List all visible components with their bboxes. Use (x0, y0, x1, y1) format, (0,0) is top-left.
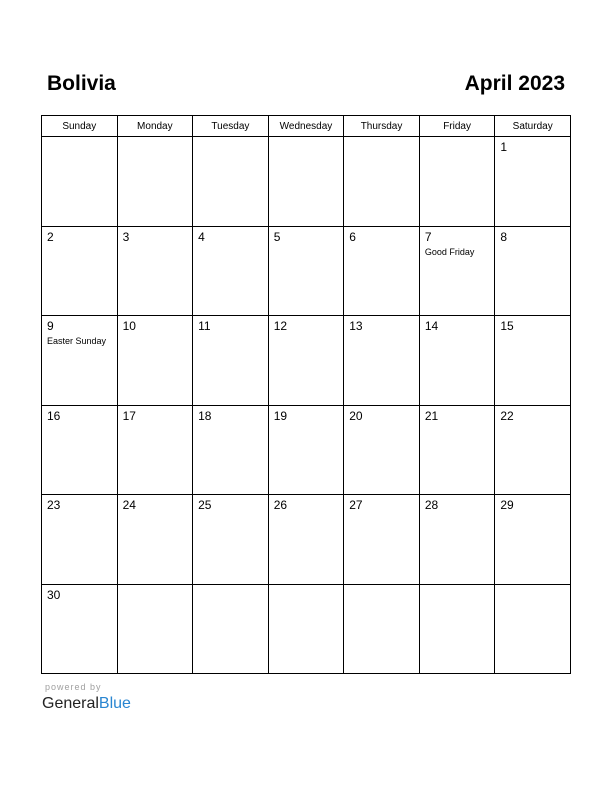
day-number: 18 (198, 408, 212, 423)
day-number: 1 (500, 140, 508, 154)
day-cell (344, 584, 420, 674)
day-cell (42, 137, 118, 227)
weekday-tuesday: Tuesday (193, 116, 269, 137)
day-number: 7 (424, 229, 432, 244)
day-cell (344, 316, 420, 406)
day-cell (193, 495, 269, 585)
day-cell (344, 495, 420, 585)
day-cell (193, 137, 269, 227)
week-row (42, 226, 571, 316)
day-cell (419, 584, 495, 674)
country-title: Bolivia (47, 72, 116, 95)
weekday-monday: Monday (117, 116, 193, 137)
day-number: 11 (198, 319, 211, 333)
day-number: 3 (122, 229, 130, 244)
day-number: 12 (273, 319, 288, 333)
day-cell (268, 316, 344, 406)
day-number: 17 (122, 408, 136, 423)
day-number: 25 (198, 498, 212, 512)
week-row (42, 495, 571, 585)
day-cell (344, 137, 420, 227)
day-cell (193, 584, 269, 674)
day-cell (268, 405, 344, 495)
weekday-saturday: Saturday (495, 116, 571, 137)
day-number: 8 (500, 229, 508, 244)
day-cell (419, 316, 495, 406)
weekday-thursday: Thursday (344, 116, 420, 137)
day-cell (117, 405, 193, 495)
day-number: 10 (122, 319, 136, 333)
day-cell (268, 495, 344, 585)
day-cell (193, 226, 269, 316)
weekday-friday: Friday (419, 116, 495, 137)
day-cell (419, 137, 495, 227)
weekday-wednesday: Wednesday (268, 116, 344, 137)
day-cell (495, 226, 571, 316)
day-number: 16 (47, 408, 61, 423)
day-cell (117, 226, 193, 316)
day-number: 30 (47, 587, 61, 602)
day-cell (268, 584, 344, 674)
brand-logo (42, 694, 131, 714)
day-number: 9 (47, 319, 54, 333)
day-cell (193, 316, 269, 406)
day-cell (117, 584, 193, 674)
week-row (42, 584, 571, 674)
day-number: 4 (198, 229, 205, 244)
day-number: 14 (424, 319, 439, 333)
day-number: 5 (273, 229, 281, 244)
day-cell (117, 495, 193, 585)
day-cell (117, 137, 193, 227)
week-row (42, 405, 571, 495)
brand-name-blue: Blue (98, 695, 131, 712)
day-number: 19 (273, 408, 288, 423)
day-cell (419, 226, 495, 316)
day-number: 27 (349, 498, 363, 512)
day-cell (193, 405, 269, 495)
day-cell (42, 316, 118, 406)
day-cell (495, 137, 571, 227)
holiday-label: Easter Sunday (47, 336, 107, 346)
day-cell (419, 495, 495, 585)
day-number: 6 (349, 229, 356, 244)
powered-by-label: powered by (45, 682, 102, 692)
weekday-header-row (42, 116, 571, 137)
day-cell (42, 226, 118, 316)
day-cell (268, 137, 344, 227)
week-row (42, 316, 571, 406)
day-cell (495, 584, 571, 674)
day-number: 24 (122, 498, 136, 512)
day-cell (495, 495, 571, 585)
day-number: 15 (500, 319, 514, 333)
day-cell (344, 226, 420, 316)
calendar-grid (41, 115, 571, 674)
weekday-sunday: Sunday (42, 116, 118, 137)
day-number: 13 (349, 319, 363, 333)
day-number: 2 (47, 229, 54, 244)
day-number: 29 (500, 498, 514, 512)
day-number: 23 (47, 498, 61, 512)
day-cell (344, 405, 420, 495)
day-cell (268, 226, 344, 316)
day-cell (42, 584, 118, 674)
day-cell (42, 495, 118, 585)
holiday-label: Good Friday (424, 246, 475, 257)
day-cell (117, 316, 193, 406)
day-cell (495, 405, 571, 495)
day-number: 28 (424, 498, 439, 512)
day-number: 21 (424, 408, 439, 423)
week-row (42, 137, 571, 227)
day-number: 22 (500, 408, 514, 423)
day-number: 26 (273, 498, 288, 512)
day-cell (42, 405, 118, 495)
day-cell (495, 316, 571, 406)
day-cell (419, 405, 495, 495)
brand-name-general: General (42, 695, 99, 712)
day-number: 20 (349, 408, 363, 423)
month-year-title: April 2023 (464, 72, 565, 95)
